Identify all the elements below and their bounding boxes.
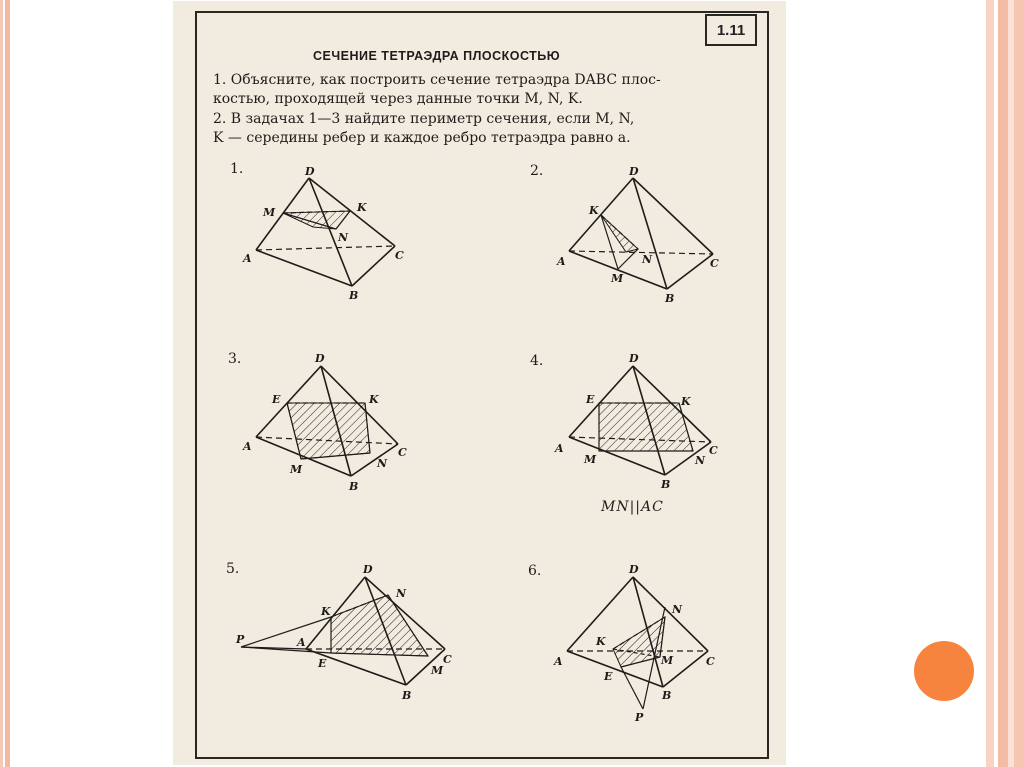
fig4-label-n: N [695, 454, 706, 467]
fig1-label-b: B [349, 289, 359, 302]
fig2-label-n: N [642, 253, 653, 266]
task-line-3: 2. В задачах 1—3 найдите периметр сечения, если M, N, [213, 111, 635, 127]
task-line-1: 1. Объясните, как построить сечение тетраэдра DABC плос- [213, 72, 661, 88]
fig6-label-a: A [554, 655, 563, 668]
fig5-label-c: C [443, 653, 452, 666]
fig2-label-d: D [629, 165, 639, 178]
task-line-4: K — середины ребер и каждое ребро тетраэдра равно a. [213, 130, 631, 146]
fig6-label-e: E [604, 670, 613, 683]
scanned-page [173, 1, 786, 765]
section-number: 1.11 [705, 14, 757, 46]
fig2-label-b: B [665, 292, 675, 305]
fig5-label-k: K [321, 605, 331, 618]
fig5-label-d: D [363, 563, 373, 576]
fig3-label-b: B [349, 480, 359, 493]
fig6-label-k: K [596, 635, 606, 648]
figure-4-condition: MN||AC [601, 499, 664, 515]
fig2-label-m: M [611, 272, 624, 285]
figure-4-number: 4. [530, 353, 544, 369]
figure-1-number: 1. [230, 161, 244, 177]
fig2-label-k: K [589, 204, 599, 217]
fig4-label-e: E [586, 393, 595, 406]
fig1-label-k: K [357, 201, 367, 214]
figure-6-number: 6. [528, 563, 542, 579]
fig6-label-d: D [629, 563, 639, 576]
figure-3-number: 3. [228, 351, 242, 367]
fig1-label-c: C [395, 249, 404, 262]
fig5-label-a: A [297, 636, 306, 649]
fig1-label-m: M [263, 206, 276, 219]
figure-2-number: 2. [530, 163, 544, 179]
fig6-label-b: B [662, 689, 672, 702]
fig3-label-n: N [377, 457, 388, 470]
fig1-label-a: A [243, 252, 252, 265]
fig3-label-k: K [369, 393, 379, 406]
figure-6-tetrahedron [173, 1, 786, 765]
fig1-label-d: D [305, 165, 315, 178]
fig6-label-n: N [672, 603, 683, 616]
fig4-label-a: A [555, 442, 564, 455]
fig6-label-c: C [706, 655, 715, 668]
fig3-label-a: A [243, 440, 252, 453]
fig5-label-p: P [236, 633, 245, 646]
section-title: СЕЧЕНИЕ ТЕТРАЭДРА ПЛОСКОСТЬЮ [313, 49, 561, 63]
figure-5-number: 5. [226, 561, 240, 577]
fig5-label-n: N [396, 587, 407, 600]
fig2-label-c: C [710, 257, 719, 270]
fig3-label-m: M [290, 463, 303, 476]
fig4-label-b: B [661, 478, 671, 491]
fig4-label-k: K [681, 395, 691, 408]
fig3-label-e: E [272, 393, 281, 406]
task-line-2: костью, проходящей через данные точки M, N, K. [213, 91, 583, 107]
fig5-label-m: M [431, 664, 444, 677]
slide-left-border [0, 0, 10, 767]
fig5-label-e: E [318, 657, 327, 670]
fig6-label-p: P [635, 711, 644, 724]
fig6-label-m: M [661, 654, 674, 667]
fig1-label-n: N [338, 231, 349, 244]
fig4-label-m: M [584, 453, 597, 466]
fig5-label-b: B [402, 689, 412, 702]
fig4-label-d: D [629, 352, 639, 365]
fig3-label-d: D [315, 352, 325, 365]
fig3-label-c: C [398, 446, 407, 459]
slide-right-border [986, 0, 1024, 767]
fig4-label-c: C [709, 444, 718, 457]
decorative-circle [914, 641, 974, 701]
fig2-label-a: A [557, 255, 566, 268]
